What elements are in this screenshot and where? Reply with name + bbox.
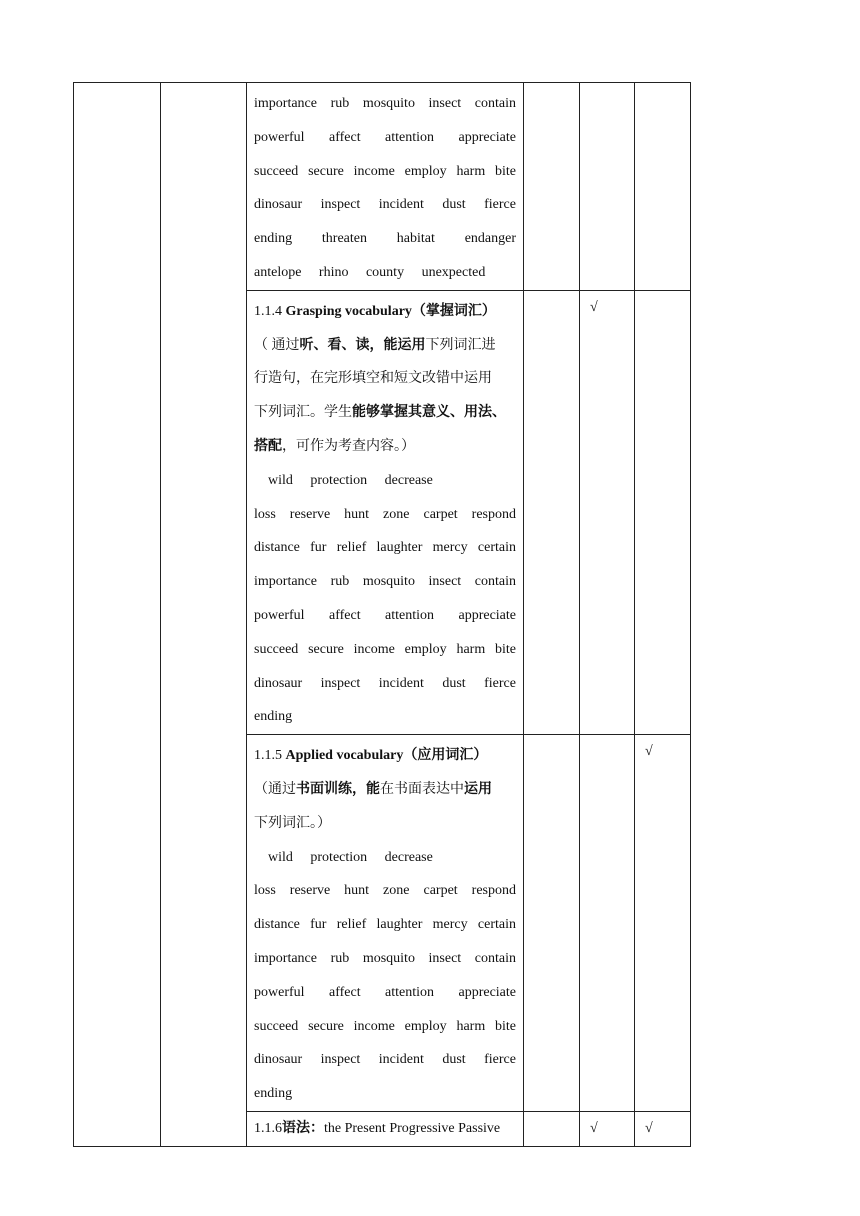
level-cell (580, 290, 635, 734)
curriculum-table (73, 82, 691, 1147)
level-cell (635, 735, 691, 1112)
description-line: 搭配，可作为考查内容。） (254, 438, 415, 454)
description-line: 下列词汇。） (254, 815, 331, 831)
subcategory-cell (161, 83, 247, 1147)
word-line: powerful affect attention appreciate (254, 984, 516, 1000)
check-mark: √ (590, 1120, 598, 1136)
word-line: dinosaur inspect incident dust fierce (254, 675, 516, 691)
description-line: （通过书面训练，能在书面表达中运用 (254, 781, 492, 797)
check-mark: √ (645, 744, 653, 760)
word-line: ending (254, 1086, 293, 1102)
content-cell (247, 735, 524, 1112)
content-cell (247, 290, 524, 734)
word-line: powerful affect attention appreciate (254, 607, 516, 623)
section-heading: 1.1.5 Applied vocabulary（应用词汇） (254, 748, 488, 764)
content-cell (247, 83, 524, 291)
description-line: 行造句，在完形填空和短文改错中运用 (254, 371, 492, 387)
description-line: 下列词汇。学生能够掌握其意义、用法、 (254, 405, 506, 421)
level-cell (635, 1111, 691, 1146)
words-intro: wild protection decrease (268, 472, 433, 488)
word-line: distance fur relief laughter mercy certain (254, 540, 516, 556)
section-heading: 1.1.4 Grasping vocabulary（掌握词汇） (254, 303, 496, 319)
section-heading: 1.1.6语法：the Present Progressive Passive (254, 1120, 501, 1136)
word-line: antelope rhino county unexpected (254, 264, 486, 280)
word-line: succeed secure income employ harm bite (254, 163, 516, 179)
level-cell (580, 735, 635, 1112)
word-line: dinosaur inspect incident dust fierce (254, 197, 516, 213)
category-cell (74, 83, 161, 1147)
word-line: succeed secure income employ harm bite (254, 1018, 516, 1034)
check-mark: √ (645, 1120, 653, 1136)
content-cell (247, 1111, 524, 1146)
table-row (74, 83, 691, 291)
word-line: loss reserve hunt zone carpet respond (254, 506, 516, 522)
level-cell (635, 290, 691, 734)
level-cell (580, 1111, 635, 1146)
level-cell (524, 1111, 580, 1146)
word-line: dinosaur inspect incident dust fierce (254, 1052, 516, 1068)
word-line: ending threaten habitat endanger (254, 231, 516, 247)
level-cell (635, 83, 691, 291)
level-cell (524, 735, 580, 1112)
level-cell (524, 290, 580, 734)
word-line: loss reserve hunt zone carpet respond (254, 883, 516, 899)
word-line: powerful affect attention appreciate (254, 129, 516, 145)
word-line: succeed secure income employ harm bite (254, 641, 516, 657)
check-mark: √ (590, 299, 598, 315)
description-line: （ 通过听、看、读，能运用下列词汇进 (254, 337, 496, 353)
word-line: importance rub mosquito insect contain (254, 950, 516, 966)
level-cell (580, 83, 635, 291)
word-line: distance fur relief laughter mercy certain (254, 917, 516, 933)
words-intro: wild protection decrease (268, 849, 433, 865)
word-line: importance rub mosquito insect contain (254, 574, 516, 590)
word-line: importance rub mosquito insect contain (254, 96, 516, 111)
word-line: ending (254, 709, 293, 725)
level-cell (524, 83, 580, 291)
